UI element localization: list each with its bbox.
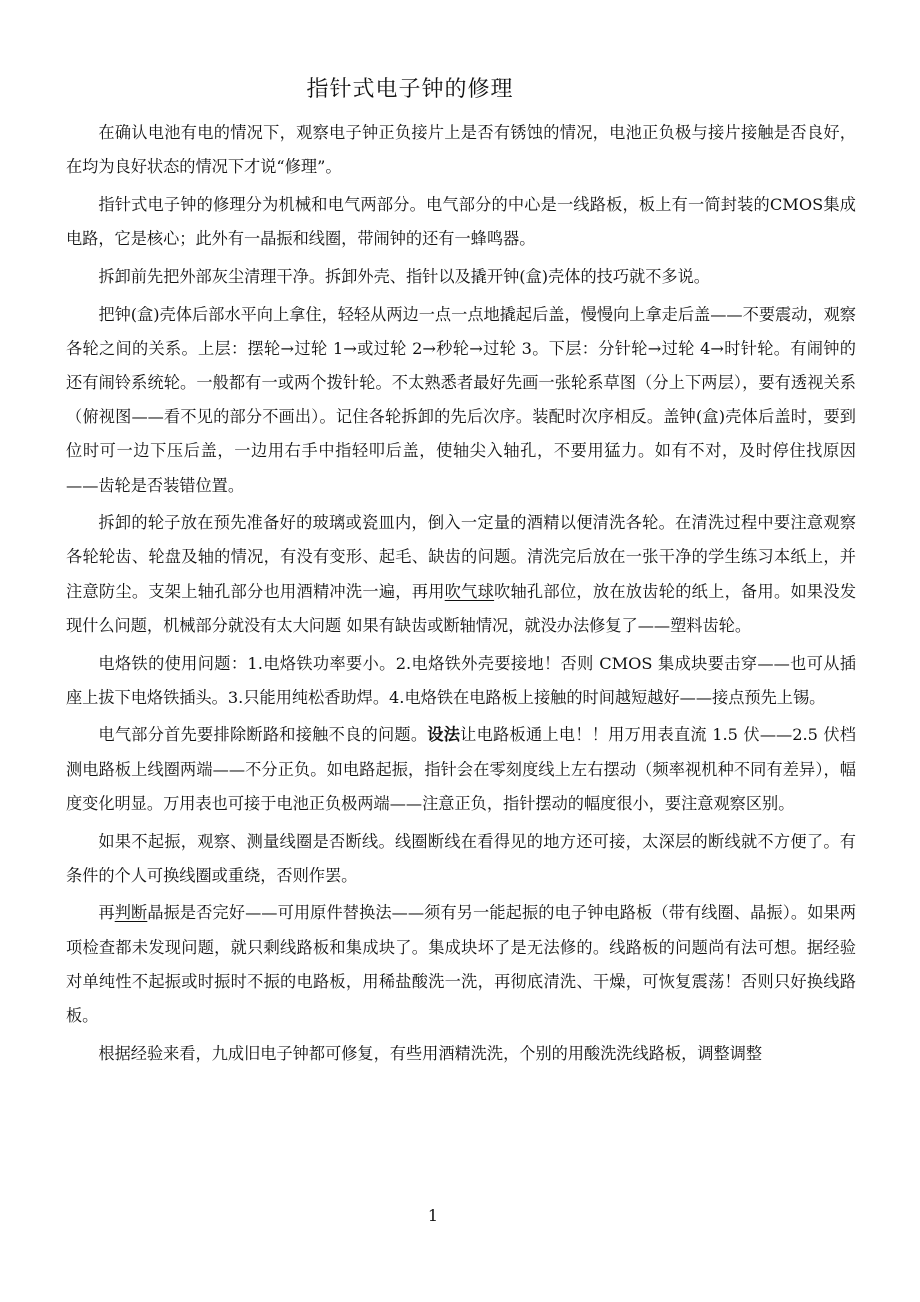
document-title: 指针式电子钟的修理 <box>306 77 514 102</box>
underlined-term-blower: 吹气球 <box>444 581 495 601</box>
paragraph-disassembly-prep: 拆卸前先把外部灰尘清理干净。拆卸外壳、指针以及撬开钟(盒)壳体的技巧就不多说。 <box>98 266 710 286</box>
paragraph-electrical-test <box>66 718 856 821</box>
paragraph-gear-train: 把钟(盒)壳体后部水平向上拿住，轻轻从两边一点一点地撬起后盖，慢慢向上拿走后盖——不要震动，观察各轮之间的关系。上层：摆轮→过轮 1→或过轮 2→秒轮→过轮 3。下层：分针轮→过轮 4→时针轮。有闹钟的还有闹铃系统轮。一般都有一或两个拨针轮。不太熟悉者最好先画一张轮系草图（分上下两层），要有透视关系（俯视图——看不见的部分不画出）。记住各轮拆卸的先后次序。装配时次序相反。盖钟(盒)壳体后盖时，要到位时可一边下压后盖，一边用右手中指轻叩后盖，使轴尖入轴孔，不要用猛力。如有不对，及时停住找原因——齿轮是否装错位置。 <box>66 304 856 495</box>
document-body <box>66 116 856 1074</box>
electrical-text-after: 让电路板通上电！！用万用表直流 1.5 伏——2.5 伏档测电路板上线圈两端——不分正负。如电路起振，指针会在零刻度线上左右摆动（频率视机种不同有差异），幅度变化明显。万用表也可接于电池正负极两端——注意正负，指针摆动的幅度很小，要注意观察区别。 <box>66 725 856 813</box>
paragraph-repair-overview: 指针式电子钟的修理分为机械和电气两部分。电气部分的中心是一线路板，板上有一简封装的CMOS集成电路，它是核心；此外有一晶振和线圈，带闹钟的还有一蜂鸣器。 <box>66 194 856 249</box>
crystal-text-before: 再 <box>98 903 115 923</box>
cleaning-text-before: 拆卸的轮子放在预先准备好的玻璃或瓷皿内，倒入一定量的酒精以便清洗各轮。在清洗过程中要注意观察各轮轮齿、轮盘及轴的情况，有没有变形、起毛、缺齿的问题。清洗完后放在一张干净的学生练习本纸上，并注意防尘。支架上轴孔部分也用酒精冲洗一遍，再用 <box>66 513 856 601</box>
paragraph-conclusion: 根据经验来看，九成旧电子钟都可修复，有些用酒精洗洗，个别的用酸洗洗线路板，调整调整 <box>98 1043 763 1063</box>
paragraph-cleaning <box>66 506 856 643</box>
electrical-text-before: 电气部分首先要排除断路和接触不良的问题。 <box>98 725 428 745</box>
paragraph-soldering-iron: 电烙铁的使用问题：1.电烙铁功率要小。2.电烙铁外壳要接地！否则 CMOS 集成块要击穿——也可从插座上拔下电烙铁插头。3.只能用纯松香助焊。4.电烙铁在电路板上接触的时间越短越好——接点预先上锡。 <box>66 653 856 707</box>
bold-term-method: 设法 <box>427 725 461 745</box>
paragraph-coil-check: 如果不起振，观察、测量线圈是否断线。线圈断线在看得见的地方还可接，太深层的断线就不方便了。有条件的个人可换线圈或重绕，否则作罢。 <box>66 831 856 885</box>
crystal-text-after: 晶振是否完好——可用原件替换法——须有另一能起振的电子钟电路板（带有线圈、晶振）。如果两项检查都未发现问题，就只剩线路板和集成块了。集成块坏了是无法修的。线路板的问题尚有法可想。据经验 对单纯性不起振或时振时不振的电路板，用稀盐酸洗一洗，再彻底清洗、干燥，可恢复震荡！否则只好换线路板。 <box>66 903 857 1026</box>
page-number: 1 <box>427 1206 439 1225</box>
underlined-term-judge: 判断 <box>114 903 148 923</box>
paragraph-battery-check: 在确认电池有电的情况下，观察电子钟正负接片上是否有锈蚀的情况，电池正负极与接片接触是否良好，在均为良好状态的情况下才说“修理”。 <box>66 123 856 177</box>
paragraph-crystal-check <box>66 896 856 1033</box>
cleaning-text-after: 吹轴孔部位，放在放齿轮的纸上，备用。如果没发现什么问题，机械部分就没有太大问题 如果有缺齿或断轴情况，就没办法修复了——塑料齿轮。 <box>66 581 857 635</box>
